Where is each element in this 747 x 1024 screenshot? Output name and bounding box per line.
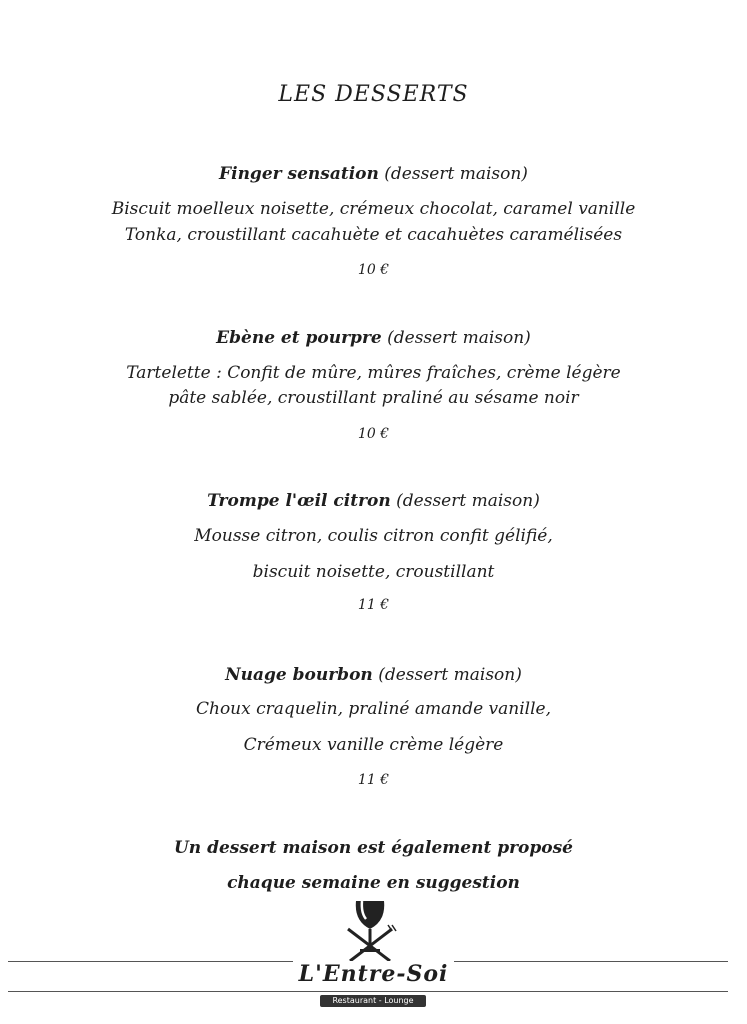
wine-glass-fork-knife-icon bbox=[340, 895, 400, 963]
dessert-name-line bbox=[0, 325, 747, 351]
dessert-tag: (dessert maison) bbox=[384, 164, 528, 184]
dessert-price: 10 € bbox=[357, 426, 390, 442]
restaurant-logo bbox=[0, 895, 747, 1024]
dessert-price: 11 € bbox=[357, 772, 390, 788]
dessert-description: Tartelette : Confit de mûre, mûres fraîches, crème légère bbox=[126, 363, 621, 383]
dessert-description: Tonka, croustillant cacahuète et cacahuètes caramélisées bbox=[124, 225, 623, 245]
dessert-tag: (dessert maison) bbox=[396, 491, 540, 511]
dessert-name: Trompe l'œil citron bbox=[207, 491, 391, 511]
dessert-item bbox=[0, 161, 747, 278]
dessert-item bbox=[0, 325, 747, 442]
dessert-description: Biscuit moelleux noisette, crémeux chocolat, caramel vanille bbox=[111, 199, 636, 219]
logo-subtitle: Restaurant - Lounge bbox=[320, 995, 426, 1007]
dessert-description: Crémeux vanille crème légère bbox=[243, 735, 504, 755]
dessert-description: biscuit noisette, croustillant bbox=[252, 562, 495, 582]
dessert-item bbox=[0, 488, 747, 613]
dessert-name: Nuage bourbon bbox=[225, 665, 373, 685]
dessert-description: Mousse citron, coulis citron confit gélifié, bbox=[194, 526, 553, 546]
logo-name: L'Entre-Soi bbox=[0, 961, 747, 987]
dessert-description: Choux craquelin, praliné amande vanille, bbox=[195, 699, 552, 719]
suggestion-note: Un dessert maison est également proposé bbox=[173, 838, 574, 858]
suggestion-note: chaque semaine en suggestion bbox=[227, 873, 520, 893]
dessert-name-line bbox=[0, 161, 747, 187]
dessert-tag: (dessert maison) bbox=[387, 328, 531, 348]
dessert-name: Finger sensation bbox=[219, 164, 379, 184]
dessert-item bbox=[0, 662, 747, 788]
dessert-name-line bbox=[0, 488, 747, 514]
dessert-name: Ebène et pourpre bbox=[216, 328, 382, 348]
dessert-price: 10 € bbox=[357, 262, 390, 278]
divider bbox=[8, 991, 728, 992]
dessert-price: 11 € bbox=[357, 597, 390, 613]
dessert-tag: (dessert maison) bbox=[378, 665, 522, 685]
dessert-name-line bbox=[0, 662, 747, 688]
dessert-description: pâte sablée, croustillant praliné au sésame noir bbox=[168, 388, 579, 408]
page-title: LES DESSERTS bbox=[278, 82, 469, 107]
